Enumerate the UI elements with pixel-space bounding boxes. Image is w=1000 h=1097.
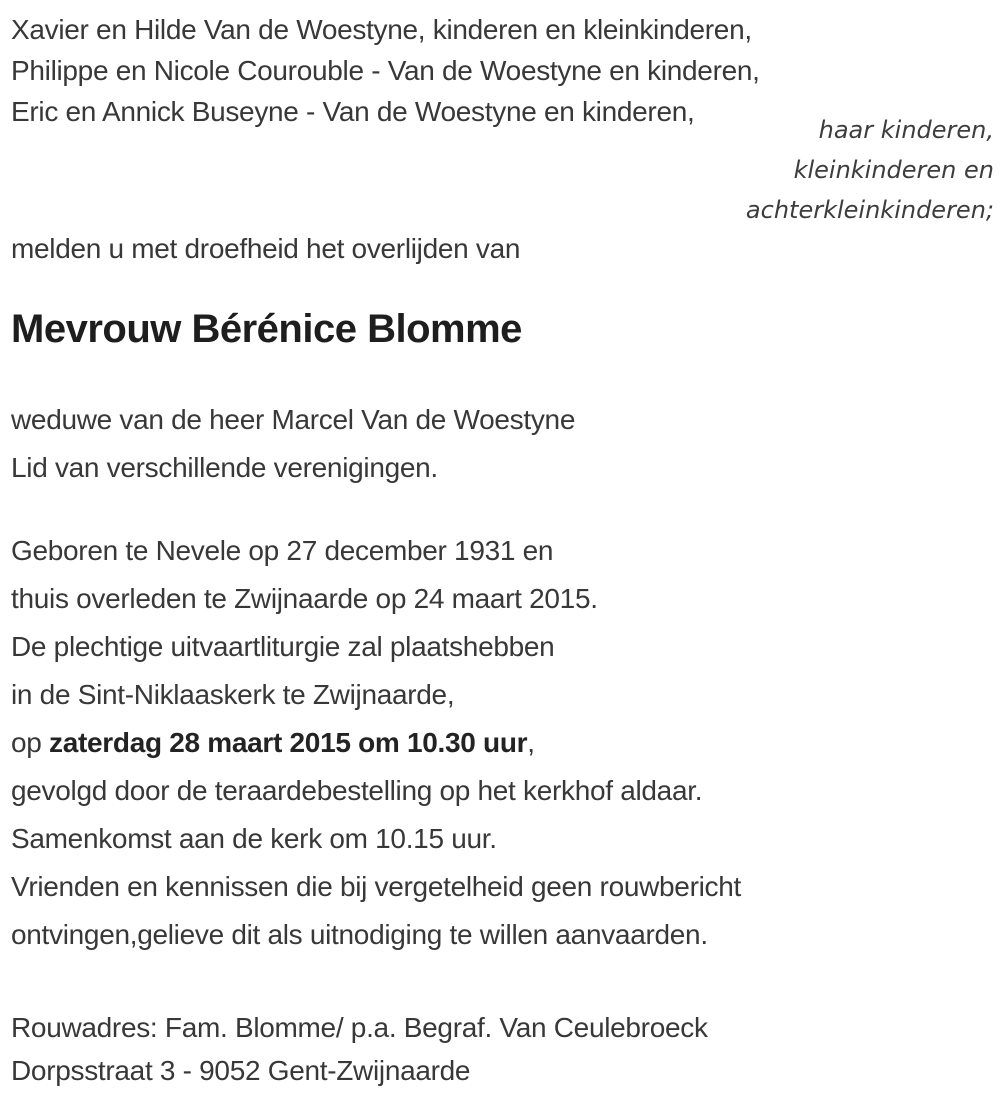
birth-line: Geboren te Nevele op 27 december 1931 en (11, 535, 554, 566)
mourning-address-block (11, 1006, 980, 1092)
memberships-line: Lid van verschillende verenigingen. (11, 452, 438, 483)
death-line: thuis overleden te Zwijnaarde op 24 maart 2015. (11, 583, 598, 614)
relatives-block (746, 110, 994, 230)
announcer-line-2: Philippe en Nicole Courouble - Van de Woestyne en kinderen, (11, 55, 760, 86)
funeral-details-block (11, 527, 980, 959)
relatives-line-3: achterkleinkinderen; (745, 196, 994, 224)
gathering-line: Samenkomst aan de kerk om 10.15 uur. (11, 823, 497, 854)
ceremony-date-prefix: op (11, 727, 50, 758)
mourning-address-line-1: Rouwadres: Fam. Blomme/ p.a. Begraf. Van Ceulebroeck (11, 1012, 708, 1043)
liturgy-line: De plechtige uitvaartliturgie zal plaatshebben (11, 631, 555, 662)
deceased-subtitle-block (11, 396, 980, 492)
church-line: in de Sint-Niklaaskerk te Zwijnaarde, (11, 679, 455, 710)
ceremony-date-suffix: , (527, 727, 535, 758)
deceased-name-title: Mevrouw Bérénice Blomme (11, 307, 522, 351)
ceremony-date-line (11, 719, 980, 767)
announcement-intro: melden u met droefheid het overlijden van (11, 233, 521, 264)
announcer-line-3: Eric en Annick Buseyne - Van de Woestyne en kinderen, (11, 96, 695, 127)
relatives-line-1: haar kinderen, (818, 116, 994, 144)
widow-line: weduwe van de heer Marcel Van de Woestyne (11, 404, 576, 435)
burial-line: gevolgd door de teraardebestelling op het kerkhof aldaar. (11, 775, 703, 806)
friends-line-1: Vrienden en kennissen die bij vergetelheid geen rouwbericht (11, 871, 741, 902)
mourning-address-line-2: Dorpsstraat 3 - 9052 Gent-Zwijnaarde (11, 1055, 471, 1086)
friends-line-2: ontvingen,gelieve dit als uitnodiging te willen aanvaarden. (11, 919, 708, 950)
relatives-line-2: kleinkinderen en (793, 156, 994, 184)
announcer-line-1: Xavier en Hilde Van de Woestyne, kinderen en kleinkinderen, (11, 14, 752, 45)
ceremony-date-bold: zaterdag 28 maart 2015 om 10.30 uur (49, 727, 528, 758)
